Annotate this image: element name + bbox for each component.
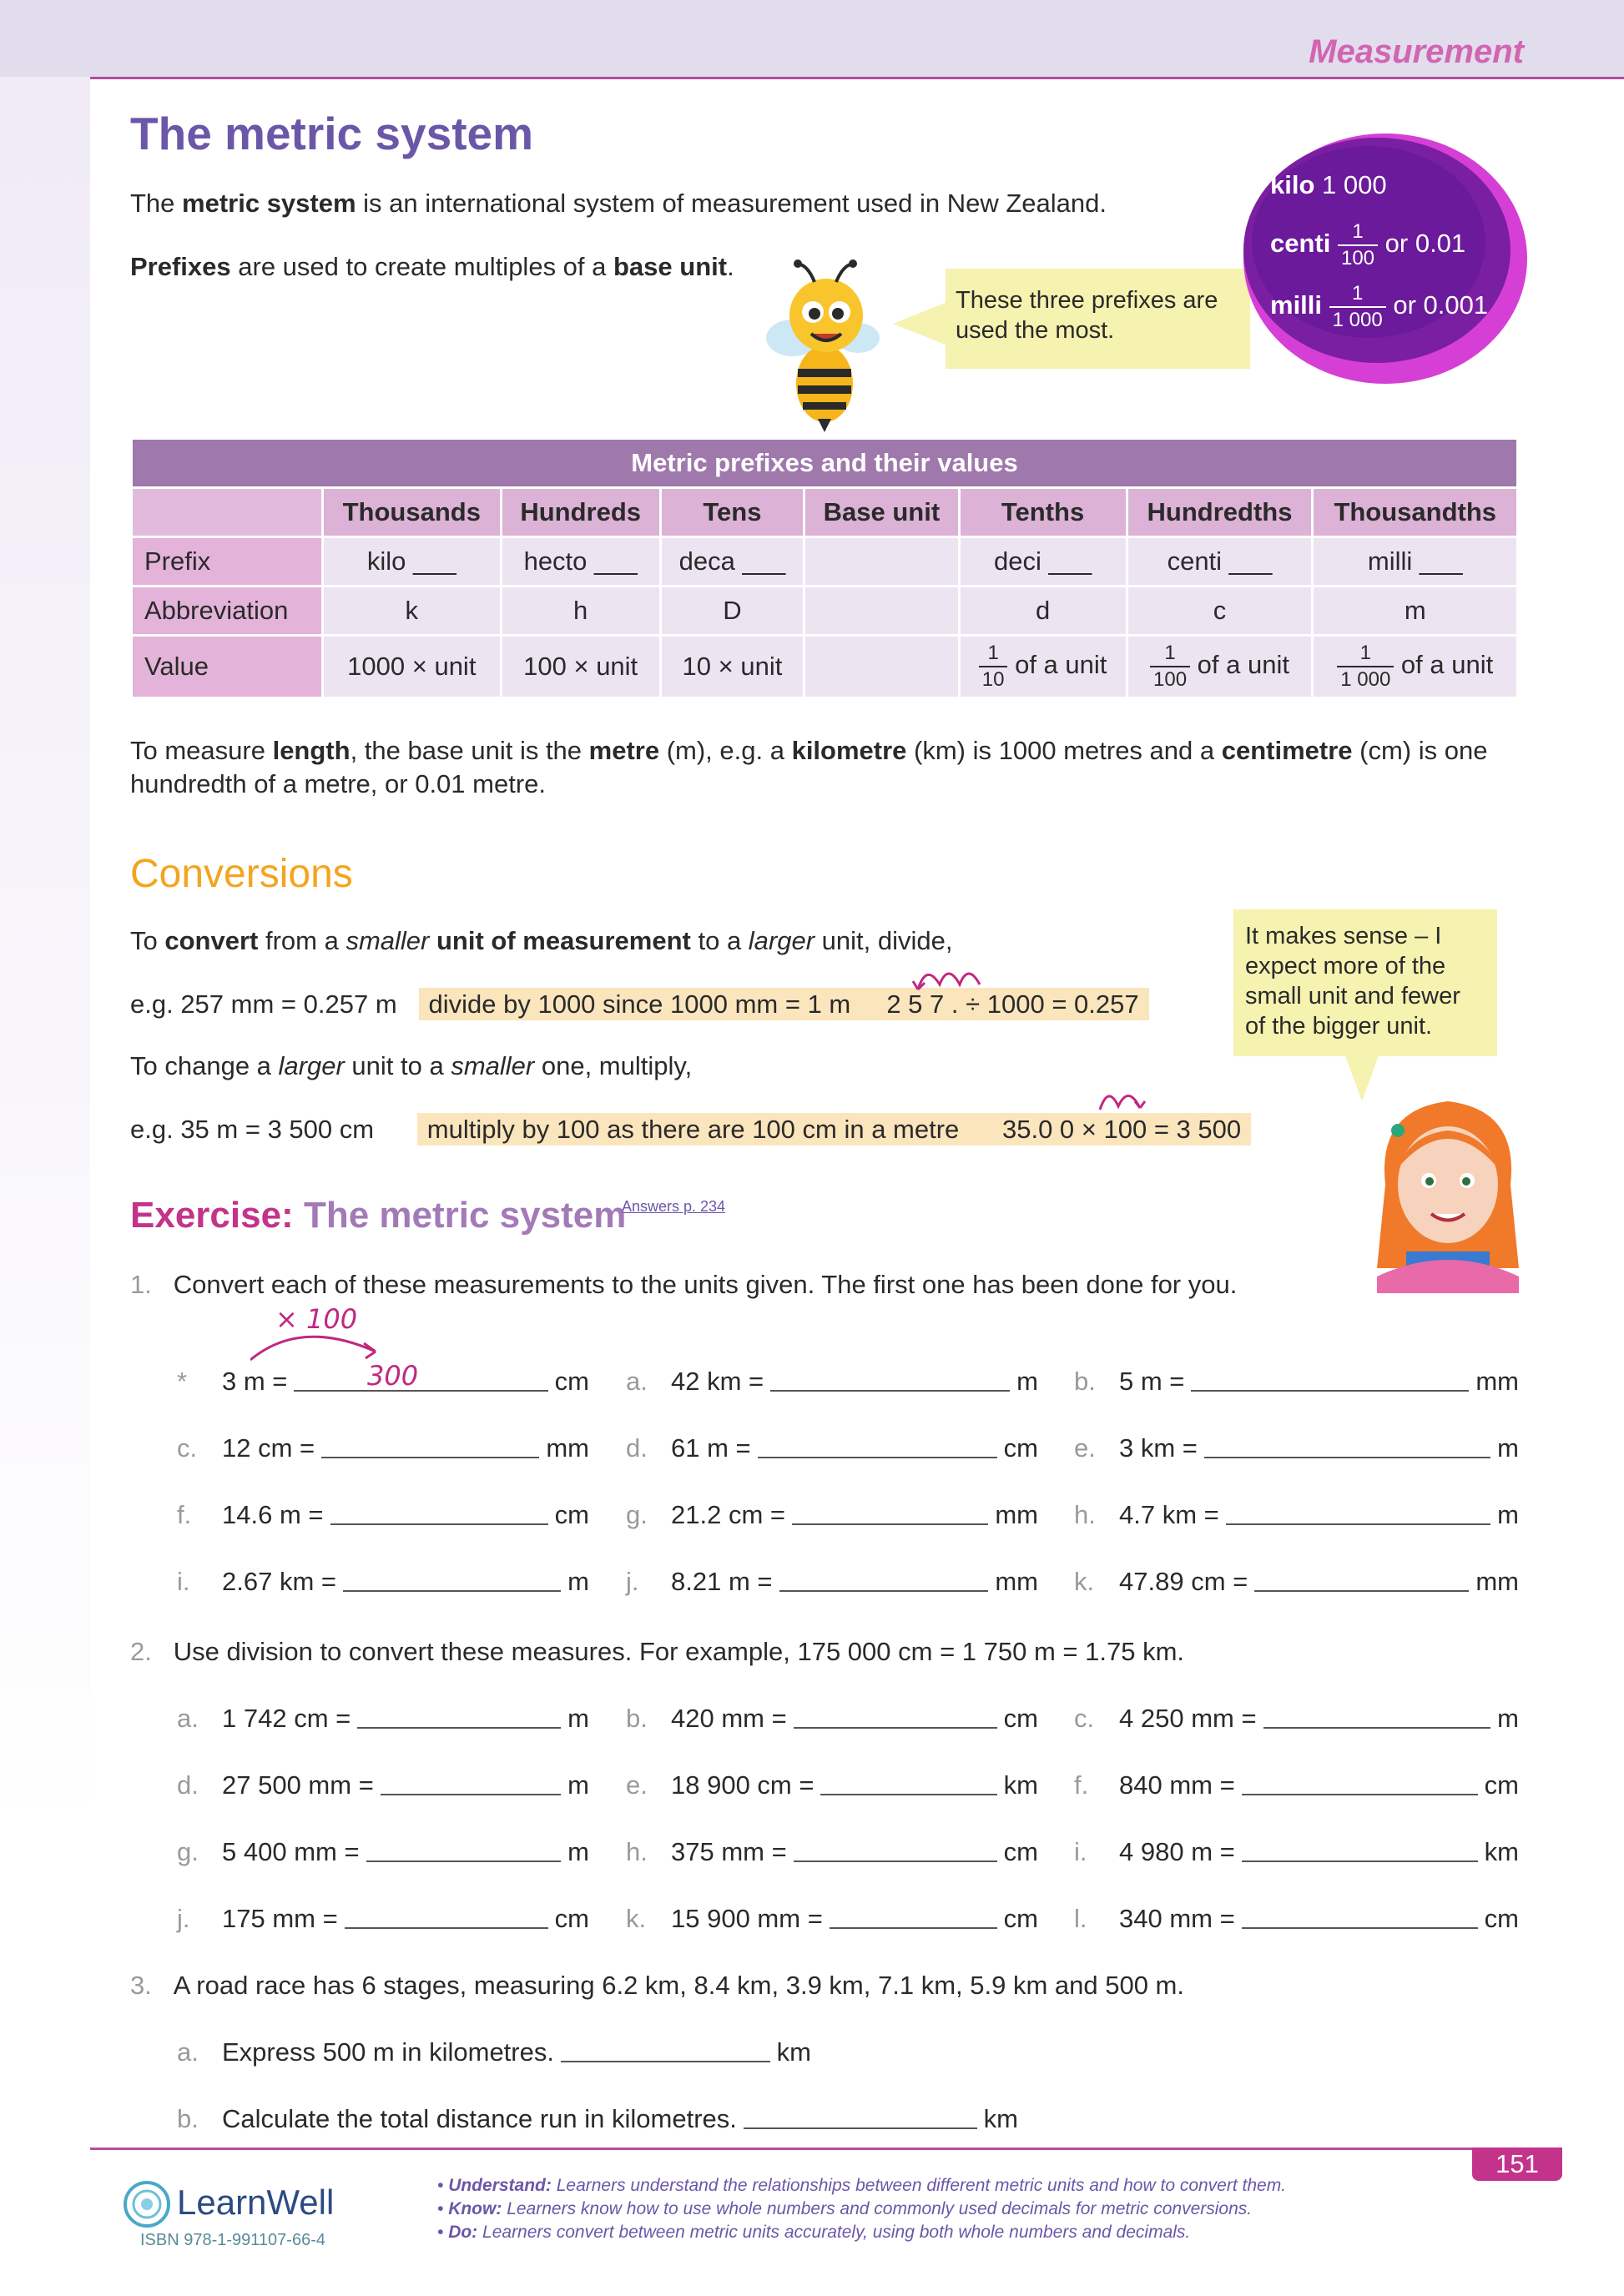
exercise-item bbox=[177, 1902, 589, 1936]
exercise-item bbox=[626, 1498, 1038, 1532]
answer-blank[interactable] bbox=[1204, 1457, 1490, 1458]
answer-blank[interactable] bbox=[1242, 1794, 1478, 1795]
item-unit: cm bbox=[554, 1367, 589, 1396]
answer-blank[interactable] bbox=[366, 1860, 562, 1862]
item-unit: cm bbox=[554, 1500, 589, 1529]
bee-mascot-illustration bbox=[759, 259, 885, 434]
exercise-item bbox=[1074, 1769, 1519, 1802]
item-letter: f. bbox=[177, 1500, 192, 1529]
exercise-item bbox=[1074, 1432, 1519, 1465]
item-measure: 12 cm = bbox=[222, 1433, 315, 1463]
exercise-item bbox=[177, 1835, 589, 1869]
answer-blank[interactable] bbox=[770, 1390, 1010, 1392]
item-letter: c. bbox=[1074, 1704, 1095, 1733]
item-unit: m bbox=[1497, 1500, 1519, 1529]
exercise-item bbox=[626, 1902, 1038, 1936]
item-letter: f. bbox=[1074, 1770, 1089, 1800]
item-unit: m bbox=[567, 1770, 589, 1800]
item-measure: 4.7 km = bbox=[1119, 1500, 1219, 1529]
item-letter: g. bbox=[177, 1837, 199, 1866]
item-letter: j. bbox=[626, 1567, 639, 1596]
item-letter: k. bbox=[1074, 1567, 1095, 1596]
section-title: Measurement bbox=[1309, 33, 1524, 70]
row-label: Value bbox=[133, 637, 321, 697]
item-measure: 61 m = bbox=[671, 1433, 751, 1463]
item-unit: m bbox=[1497, 1433, 1519, 1463]
item-letter: c. bbox=[177, 1433, 198, 1463]
table-cell: D bbox=[662, 587, 803, 634]
item-measure: 18 900 cm = bbox=[671, 1770, 815, 1800]
footer-rule bbox=[90, 2147, 1562, 2150]
length-paragraph: To measure length, the base unit is the metre (m), e.g. a kilometre (km) is 1000 metres and a centimetre (cm) is one hundredth of a metre, or 0.01 metre. bbox=[130, 736, 1488, 798]
item-unit: m bbox=[567, 1837, 589, 1866]
item-unit: m bbox=[567, 1704, 589, 1733]
item-letter: g. bbox=[626, 1500, 648, 1529]
row-label: Prefix bbox=[133, 538, 321, 585]
exercise-item bbox=[626, 1365, 1038, 1398]
question-1: 1. Convert each of these measurements to the units given. The first one has been done for you. bbox=[130, 1270, 1238, 1299]
intro-paragraph-2: Prefixes are used to create multiples of a base unit. bbox=[130, 252, 734, 281]
table-header: Base unit bbox=[805, 489, 957, 536]
page-title: The metric system bbox=[130, 108, 533, 159]
item-measure: 3 m = bbox=[222, 1367, 288, 1396]
bee-speech-bubble: These three prefixes are used the most. bbox=[946, 269, 1250, 369]
item-measure: 375 mm = bbox=[671, 1837, 787, 1866]
item-unit: m bbox=[567, 1567, 589, 1596]
table-cell: centi ___ bbox=[1128, 538, 1312, 585]
exercise-item bbox=[626, 1565, 1038, 1599]
item-unit: m bbox=[1016, 1367, 1038, 1396]
table-cell: d bbox=[961, 587, 1126, 634]
multiply-highlight: multiply by 100 as there are 100 cm in a metre 35.0 0 × 100 = 3 500 bbox=[417, 1113, 1251, 1145]
answer-blank[interactable] bbox=[758, 1457, 997, 1458]
item-letter: j. bbox=[177, 1904, 190, 1933]
page-number: 151 bbox=[1472, 2147, 1562, 2181]
exercise-item bbox=[1074, 1902, 1519, 1936]
table-header-row bbox=[133, 489, 1516, 536]
item-letter: i. bbox=[177, 1567, 190, 1596]
table-header: Thousands bbox=[324, 489, 500, 536]
exercise-item bbox=[1074, 1835, 1519, 1869]
item-letter: h. bbox=[1074, 1500, 1096, 1529]
brand-name: LearnWell bbox=[177, 2183, 335, 2222]
item-unit: cm bbox=[1003, 1433, 1038, 1463]
isbn: ISBN 978-1-991107-66-4 bbox=[140, 2231, 325, 2249]
left-gradient-band bbox=[0, 0, 90, 2296]
conversion-example-multiply: e.g. 35 m = 3 500 cm multiply by 100 as there are 100 cm in a metre 35.0 0 × 100 = 3 500 bbox=[130, 1113, 1251, 1146]
item-measure: 15 900 mm = bbox=[671, 1904, 823, 1933]
table-cell bbox=[805, 587, 957, 634]
conversion-example-divide: e.g. 257 mm = 0.257 m divide by 1000 since 1000 mm = 1 m 2 5 7 . ÷ 1000 = 0.257 bbox=[130, 988, 1149, 1021]
table-header: Tens bbox=[662, 489, 803, 536]
answer-blank[interactable] bbox=[1263, 1727, 1491, 1729]
item-letter: h. bbox=[626, 1837, 648, 1866]
item-measure: 14.6 m = bbox=[222, 1500, 324, 1529]
item-measure: 3 km = bbox=[1119, 1433, 1198, 1463]
answer-blank[interactable] bbox=[830, 1927, 997, 1929]
decimal-jump-arrows-left bbox=[910, 959, 1010, 993]
item-letter: d. bbox=[177, 1770, 199, 1800]
header-rule bbox=[90, 77, 1624, 79]
item-unit: mm bbox=[995, 1500, 1038, 1529]
item-unit: mm bbox=[1475, 1367, 1519, 1396]
table-cell: deca ___ bbox=[662, 538, 803, 585]
blob-milli: milli $\frac{1}{1 000}$ or 0.001 bbox=[1270, 282, 1489, 331]
answer-blank[interactable] bbox=[1191, 1390, 1469, 1392]
item-measure: 840 mm = bbox=[1119, 1770, 1235, 1800]
girl-character-illustration bbox=[1360, 1085, 1536, 1293]
conversions-heading: Conversions bbox=[130, 852, 353, 896]
item-letter: d. bbox=[626, 1433, 648, 1463]
answer-blank[interactable] bbox=[330, 1523, 548, 1525]
table-cell: 1000 × unit bbox=[324, 637, 500, 697]
table-row-abbreviation bbox=[133, 587, 1516, 634]
answer-blank[interactable] bbox=[1226, 1523, 1490, 1525]
exercise-item bbox=[177, 1365, 589, 1398]
table-caption: Metric prefixes and their values bbox=[133, 440, 1516, 486]
table-cell: 10 × unit bbox=[662, 637, 803, 697]
table-cell: h bbox=[502, 587, 659, 634]
outcome-understand: • Understand: Learners understand the relationships between different metric units and how to convert them. bbox=[437, 2176, 1287, 2195]
intro-paragraph-1: The metric system is an international system of measurement used in New Zealand. bbox=[130, 189, 1107, 218]
table-corner-cell bbox=[133, 489, 321, 536]
question-3b: b. Calculate the total distance run in kilometres. km bbox=[177, 2104, 1018, 2133]
exercise-item bbox=[177, 1565, 589, 1599]
learning-outcomes bbox=[437, 2174, 1286, 2244]
item-unit: mm bbox=[1475, 1567, 1519, 1596]
item-unit: km bbox=[1484, 1837, 1519, 1866]
item-letter: k. bbox=[626, 1904, 647, 1933]
item-measure: 21.2 cm = bbox=[671, 1500, 785, 1529]
item-measure: 8.21 m = bbox=[671, 1567, 773, 1596]
outcome-know: • Know: Learners know how to use whole numbers and commonly used decimals for metric conversions. bbox=[437, 2199, 1253, 2218]
table-header: Hundreds bbox=[502, 489, 659, 536]
table-header: Tenths bbox=[961, 489, 1126, 536]
girl-speech-bubble: It makes sense – I expect more of the small unit and fewer of the bigger unit. bbox=[1233, 909, 1497, 1056]
answer-blank[interactable] bbox=[345, 1927, 548, 1929]
answer-blank[interactable] bbox=[357, 1727, 561, 1729]
question-3a: a. Express 500 m in kilometres. km bbox=[177, 2037, 811, 2067]
item-measure: 4 980 m = bbox=[1119, 1837, 1235, 1866]
item-unit: km bbox=[1003, 1770, 1038, 1800]
answer-blank[interactable] bbox=[343, 1590, 561, 1592]
conversion-rule-multiply: To change a larger unit to a smaller one, multiply, bbox=[130, 1051, 693, 1080]
item-unit: cm bbox=[1003, 1704, 1038, 1733]
question-2: 2. Use division to convert these measures. For example, 175 000 cm = 1 750 m = 1.75 km. bbox=[130, 1637, 1185, 1666]
milli-fraction: $\frac{1}{1 000}$ bbox=[1329, 284, 1386, 330]
item-measure: 4 250 mm = bbox=[1119, 1704, 1257, 1733]
table-row-value bbox=[133, 637, 1516, 697]
item-measure: 5 m = bbox=[1119, 1367, 1185, 1396]
item-letter: b. bbox=[1074, 1367, 1096, 1396]
item-unit: cm bbox=[554, 1904, 589, 1933]
table-cell: 100 × unit bbox=[502, 637, 659, 697]
item-letter: e. bbox=[1074, 1433, 1096, 1463]
table-cell: hecto ___ bbox=[502, 538, 659, 585]
exercise-item bbox=[626, 1835, 1038, 1869]
centi-fraction: $\frac{1}{100}$ bbox=[1338, 222, 1378, 269]
answer-blank[interactable] bbox=[321, 1457, 539, 1458]
item-unit: cm bbox=[1003, 1904, 1038, 1933]
item-measure: 175 mm = bbox=[222, 1904, 338, 1933]
answer-blank[interactable] bbox=[381, 1794, 561, 1795]
outcome-do: • Do: Learners convert between metric units accurately, using both whole numbers and decimals. bbox=[437, 2223, 1191, 2242]
handwritten-multiplier: × 100 bbox=[275, 1303, 358, 1335]
conversion-rule-divide: To convert from a smaller unit of measurement to a larger unit, divide, bbox=[130, 926, 953, 955]
table-cell bbox=[805, 637, 957, 697]
table-header: Hundredths bbox=[1128, 489, 1312, 536]
row-label: Abbreviation bbox=[133, 587, 321, 634]
answer-blank[interactable] bbox=[792, 1523, 988, 1525]
table-cell: deci ___ bbox=[961, 538, 1126, 585]
table-cell: m bbox=[1314, 587, 1516, 634]
bee-speech-tail bbox=[893, 300, 951, 347]
item-unit: cm bbox=[1484, 1770, 1519, 1800]
exercise-item bbox=[626, 1769, 1038, 1802]
learnwell-logo-icon bbox=[122, 2179, 172, 2229]
answer-blank[interactable] bbox=[1254, 1590, 1469, 1592]
answer-blank[interactable] bbox=[744, 2127, 977, 2129]
table-header: Thousandths bbox=[1314, 489, 1516, 536]
item-letter: i. bbox=[1074, 1837, 1087, 1866]
answer-blank[interactable] bbox=[1242, 1860, 1478, 1862]
answer-blank[interactable] bbox=[1242, 1927, 1478, 1929]
exercise-item bbox=[1074, 1702, 1519, 1735]
item-measure: 47.89 cm = bbox=[1119, 1567, 1248, 1596]
exercise-heading: Exercise: The metric system bbox=[130, 1195, 627, 1236]
exercise-item bbox=[177, 1702, 589, 1735]
item-unit: mm bbox=[546, 1433, 589, 1463]
table-cell: k bbox=[324, 587, 500, 634]
answer-blank[interactable] bbox=[561, 2061, 770, 2062]
item-letter: a. bbox=[177, 1704, 199, 1733]
item-measure: 27 500 mm = bbox=[222, 1770, 374, 1800]
exercise-item bbox=[626, 1432, 1038, 1465]
item-unit: cm bbox=[1003, 1837, 1038, 1866]
table-cell-fraction: $\frac{1}{1 000}$ of a unit bbox=[1314, 637, 1516, 697]
table-cell: c bbox=[1128, 587, 1312, 634]
answer-blank[interactable] bbox=[294, 1390, 547, 1392]
item-letter: b. bbox=[626, 1704, 648, 1733]
exercise-item bbox=[626, 1702, 1038, 1735]
exercise-item bbox=[1074, 1498, 1519, 1532]
answers-link[interactable]: Answers p. 234 bbox=[622, 1198, 726, 1215]
item-measure: 340 mm = bbox=[1119, 1904, 1235, 1933]
blob-centi: centi $\frac{1}{100}$ or 0.01 bbox=[1270, 220, 1466, 269]
exercise-item bbox=[177, 1769, 589, 1802]
decimal-jump-arrows-right bbox=[1093, 1081, 1160, 1115]
item-unit: cm bbox=[1484, 1904, 1519, 1933]
prefix-highlight-blob bbox=[1227, 117, 1527, 392]
divide-highlight: divide by 1000 since 1000 mm = 1 m 2 5 7 . ÷ 1000 = 0.257 bbox=[419, 988, 1149, 1020]
answer-blank[interactable] bbox=[779, 1590, 989, 1592]
item-measure: 1 742 cm = bbox=[222, 1704, 351, 1733]
answer-blank[interactable] bbox=[794, 1727, 997, 1729]
item-unit: m bbox=[1497, 1704, 1519, 1733]
table-cell bbox=[805, 538, 957, 585]
table-cell: milli ___ bbox=[1314, 538, 1516, 585]
answer-blank[interactable] bbox=[794, 1860, 997, 1862]
table-row-prefix bbox=[133, 538, 1516, 585]
table-cell-fraction: $\frac{1}{100}$ of a unit bbox=[1128, 637, 1312, 697]
item-letter: a. bbox=[626, 1367, 648, 1396]
item-measure: 420 mm = bbox=[671, 1704, 787, 1733]
item-unit: mm bbox=[995, 1567, 1038, 1596]
item-letter: l. bbox=[1074, 1904, 1087, 1933]
exercise-item bbox=[1074, 1365, 1519, 1398]
item-letter: * bbox=[177, 1367, 188, 1396]
item-measure: 2.67 km = bbox=[222, 1567, 336, 1596]
metric-prefixes-table bbox=[130, 437, 1519, 699]
exercise-item bbox=[1074, 1565, 1519, 1599]
item-measure: 5 400 mm = bbox=[222, 1837, 360, 1866]
item-measure: 42 km = bbox=[671, 1367, 764, 1396]
exercise-item bbox=[177, 1432, 589, 1465]
question-3: 3. A road race has 6 stages, measuring 6.2 km, 8.4 km, 3.9 km, 7.1 km, 5.9 km and 500 m. bbox=[130, 1971, 1184, 2000]
blob-kilo: kilo 1 000 bbox=[1270, 170, 1387, 199]
item-letter: e. bbox=[626, 1770, 648, 1800]
table-cell: kilo ___ bbox=[324, 538, 500, 585]
handwritten-answer: 300 bbox=[367, 1360, 419, 1392]
answer-blank[interactable] bbox=[820, 1794, 996, 1795]
exercise-item bbox=[177, 1498, 589, 1532]
table-cell-fraction: $\frac{1}{10}$ of a unit bbox=[961, 637, 1126, 697]
